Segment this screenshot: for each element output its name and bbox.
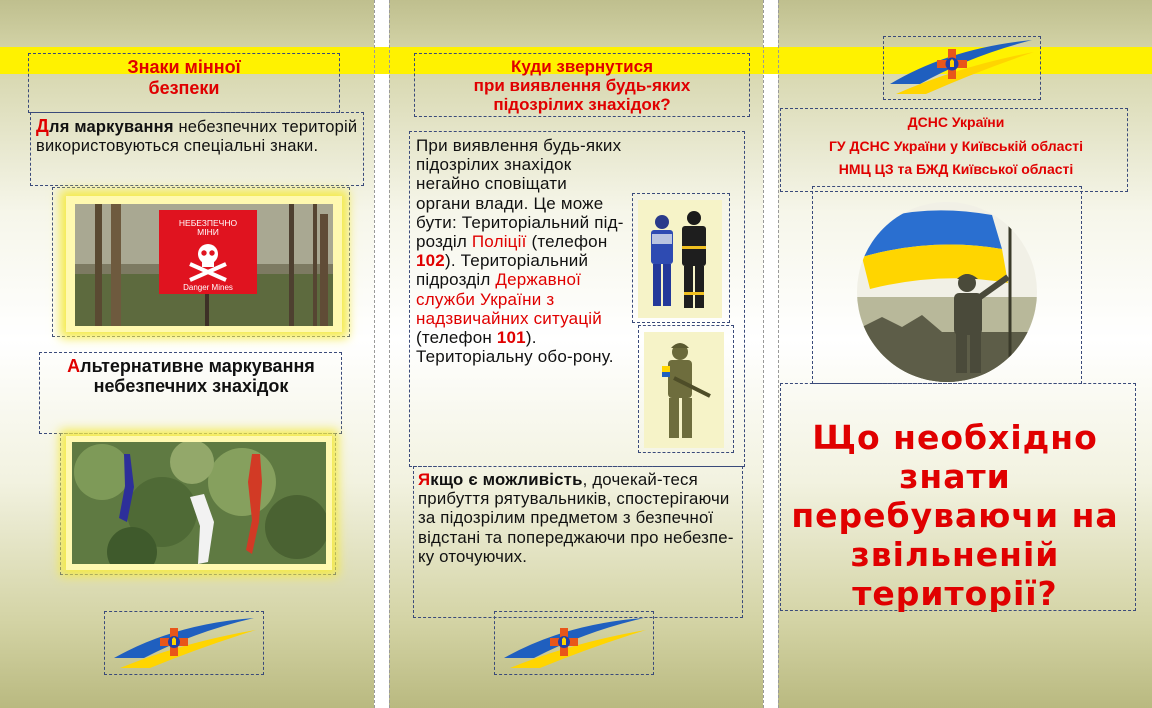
middle-title [414,57,750,114]
panel-divider [778,0,779,708]
left-title-line2: безпеки [148,78,220,98]
dsns-emblem-icon [504,616,648,672]
marking-initial: Д [36,116,50,136]
alt-marking-heading [48,356,334,396]
police-rescuer-icon [638,200,722,318]
org-name-3: НМЦ ЦЗ та БЖД Київської області [838,161,1074,177]
dsns-emblem-icon [890,38,1036,98]
after-police: ). Територіальний підрозділ [416,251,589,290]
soldier-icon [644,332,724,448]
sign-text-1: НЕБЕЗПЕЧНО [178,218,238,228]
marking-text [36,117,361,156]
sign-text-2: МІНИ [197,227,219,237]
org-name-1: ДСНС України [907,114,1005,130]
advice-initial: Я [418,470,431,489]
contacts-text [416,136,626,366]
phone-open-2: (телефон [416,328,497,348]
advice-bold: кщо є можливість [430,470,583,489]
alt-heading-rest: льтернативне маркування небезпечних знахідок [80,356,315,396]
middle-title-line2: при виявлення будь-яких [473,76,691,95]
soldier-with-flag-icon [832,197,1062,387]
rescue-phone: 101 [496,328,526,348]
sign-text-3: Danger Mines [183,283,233,292]
forest-scene-image [75,204,333,326]
marking-rest: небезпечних територій використовуються спеціальні знаки. [36,118,358,156]
ribbons-photo [72,442,326,564]
police-label: Поліції [471,232,527,252]
panel-divider [374,0,375,708]
phone-open: (телефон [526,232,608,252]
advice-text [418,470,740,566]
middle-title-line1: Куди звернутися [511,57,653,76]
dsns-emblem-icon [114,616,258,672]
ribbons-bush-image [72,442,326,564]
danger-sign-photo [75,204,333,326]
alt-initial: А [67,356,81,376]
middle-title-line3: підозрілих знахідок? [493,95,671,114]
contacts-intro: При виявлення будь-яких підозрілих знахідок негайно сповіщати органи влади. Це може бути: Територіальний під-розділ [416,136,624,252]
after-rescue: ). Територіальну обо-рону. [416,328,614,367]
left-title-line1: Знаки мінної [127,57,241,77]
panel-divider [389,0,390,708]
advice-rest: , дочекай-теся прибуття рятувальників, спостерігаючи за підозрілим предметом з безпечної відстані та попереджаючи про небезпе-ку оточуючих. [418,470,734,566]
panel-divider [763,0,764,708]
main-question: Що необхідно знати перебуваючи на звільненій території? [791,418,1119,613]
marking-bold: ля маркування [49,118,174,136]
police-phone: 102 [416,251,445,271]
left-title [28,57,340,99]
org-name-2: ГУ ДСНС України у Київській області [828,138,1083,154]
state-service-label: Державної служби України з надзвичайних ситуацій [416,270,602,328]
